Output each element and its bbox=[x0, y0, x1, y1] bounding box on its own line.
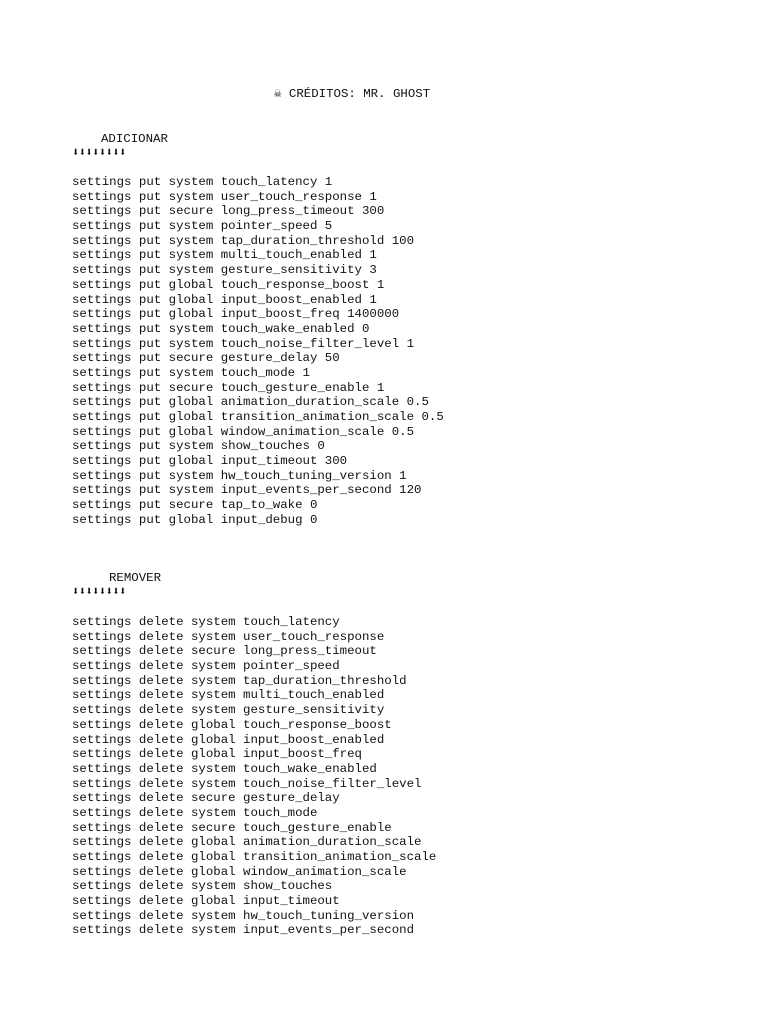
command-line: settings delete secure long_press_timeout bbox=[72, 644, 377, 659]
command-line: settings delete secure touch_gesture_enable bbox=[72, 820, 392, 835]
command-line: settings put global input_boost_enabled 1 bbox=[72, 292, 377, 307]
command-line: settings delete system pointer_speed bbox=[72, 659, 340, 674]
command-line: settings put system tap_duration_threshold 100 bbox=[72, 233, 415, 248]
command-line: settings delete global input_boost_enabled bbox=[72, 732, 385, 747]
command-line: settings put global input_timeout 300 bbox=[72, 454, 348, 469]
command-line: settings delete global input_boost_freq bbox=[72, 747, 362, 762]
command-line: settings put system hw_touch_tuning_version 1 bbox=[72, 468, 407, 483]
command-line: settings put system touch_latency 1 bbox=[72, 175, 333, 189]
command-line: settings put system touch_wake_enabled 0 bbox=[72, 321, 370, 336]
remove-command-list bbox=[72, 615, 436, 938]
command-line: settings put global input_boost_freq 1400000 bbox=[72, 307, 400, 322]
command-line: settings put secure long_press_timeout 300 bbox=[72, 204, 385, 219]
add-command-list bbox=[72, 175, 444, 528]
command-line: settings put system touch_noise_filter_level 1 bbox=[72, 336, 415, 351]
command-line: settings put global animation_duration_scale 0.5 bbox=[72, 395, 429, 410]
command-line: settings put secure tap_to_wake 0 bbox=[72, 498, 318, 513]
command-line: settings delete global touch_response_boost bbox=[72, 717, 392, 732]
command-line: settings delete system touch_latency bbox=[72, 615, 340, 629]
command-line: settings put system show_touches 0 bbox=[72, 439, 325, 454]
remove-section-arrows: ⬇⬇⬇⬇⬇⬇⬇⬇ bbox=[72, 585, 126, 599]
command-line: settings delete system gesture_sensitivity bbox=[72, 703, 385, 718]
command-line: settings delete system tap_duration_threshold bbox=[72, 673, 407, 688]
command-line: settings delete global transition_animation_scale bbox=[72, 850, 437, 864]
command-line: settings put global transition_animation_scale 0.5 bbox=[72, 410, 444, 424]
command-line: settings put global touch_response_boost 1 bbox=[72, 277, 385, 292]
command-line: settings delete global window_animation_scale bbox=[72, 864, 407, 879]
add-section-arrows: ⬇⬇⬇⬇⬇⬇⬇⬇ bbox=[72, 146, 126, 160]
command-line: settings put global window_animation_scale 0.5 bbox=[72, 424, 415, 439]
command-line: settings put system input_events_per_second 120 bbox=[72, 483, 422, 498]
command-line: settings put system gesture_sensitivity 3 bbox=[72, 263, 377, 278]
command-line: settings delete system touch_wake_enabled bbox=[72, 761, 377, 776]
command-line: settings put secure gesture_delay 50 bbox=[72, 351, 340, 366]
remove-section-title: REMOVER bbox=[109, 571, 162, 585]
command-line: settings put system multi_touch_enabled 1 bbox=[72, 248, 377, 263]
command-line: settings delete system hw_touch_tuning_version bbox=[72, 908, 415, 923]
command-line: settings delete system input_events_per_second bbox=[72, 923, 415, 938]
add-section-title: ADICIONAR bbox=[101, 132, 168, 146]
command-line: settings delete system touch_mode bbox=[72, 805, 318, 820]
command-line: settings delete system show_touches bbox=[72, 879, 333, 894]
command-line: settings put global input_debug 0 bbox=[72, 512, 318, 527]
credits-line: ☠ CRÉDITOS: MR. GHOST bbox=[274, 87, 431, 101]
command-line: settings delete global input_timeout bbox=[72, 894, 340, 909]
command-line: settings put secure touch_gesture_enable 1 bbox=[72, 380, 385, 395]
command-line: settings put system pointer_speed 5 bbox=[72, 219, 333, 234]
command-line: settings delete global animation_duration_scale bbox=[72, 835, 422, 850]
command-line: settings delete system touch_noise_filter_level bbox=[72, 776, 422, 791]
command-line: settings delete system multi_touch_enabled bbox=[72, 688, 385, 703]
command-line: settings delete system user_touch_response bbox=[72, 629, 385, 644]
command-line: settings put system touch_mode 1 bbox=[72, 365, 310, 380]
command-line: settings delete secure gesture_delay bbox=[72, 791, 340, 806]
command-line: settings put system user_touch_response 1 bbox=[72, 189, 377, 204]
